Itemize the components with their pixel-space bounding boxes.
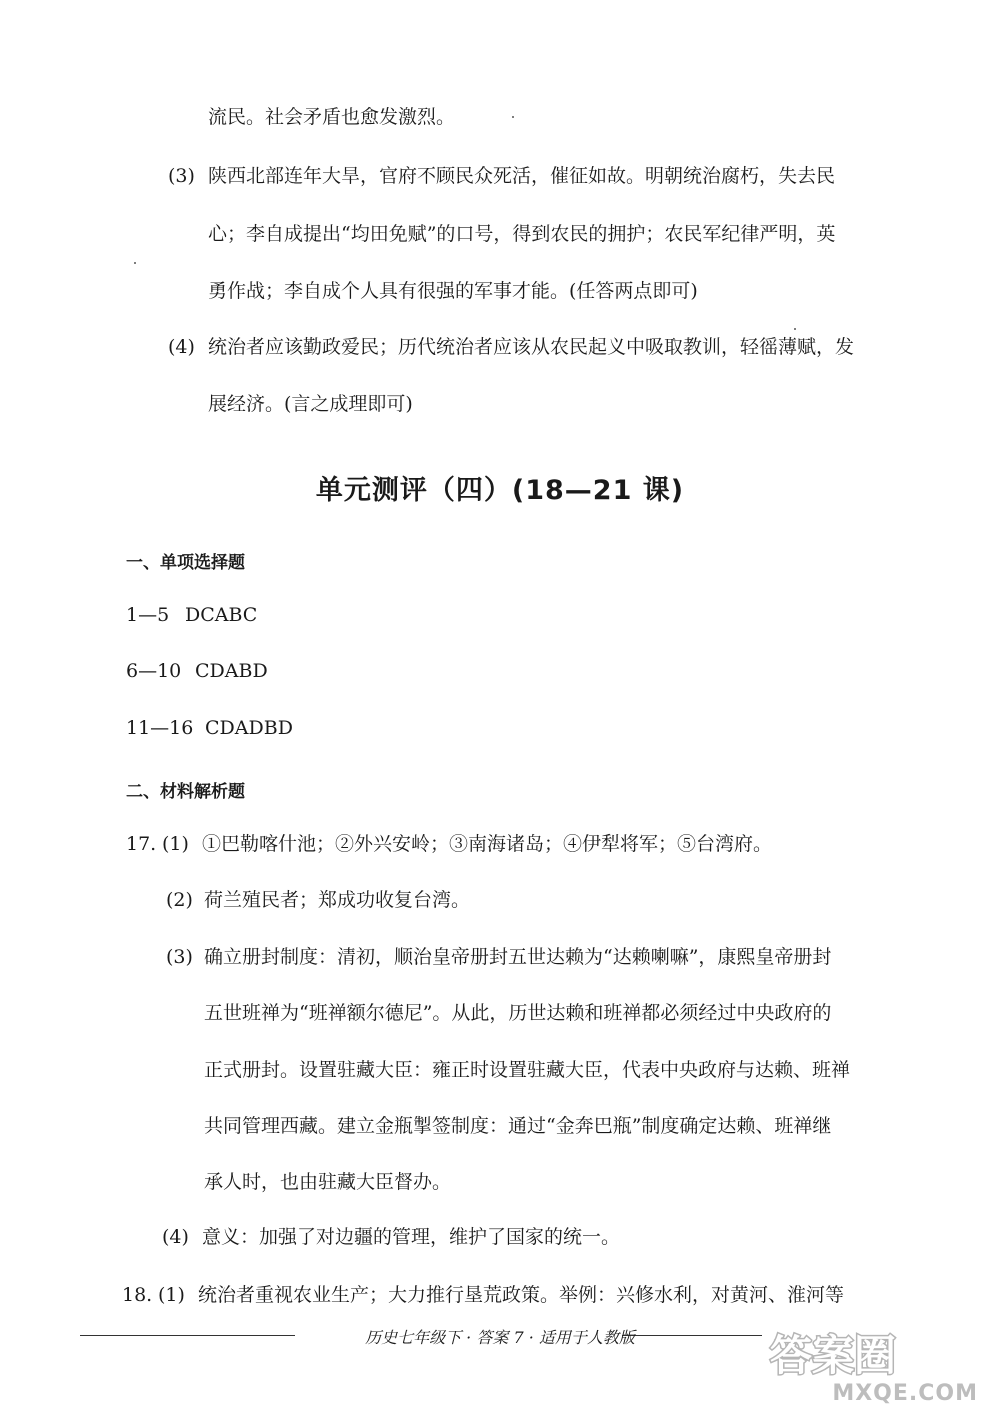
- page-title: 单元测评（四）(18—21 课): [315, 475, 685, 506]
- answer-key: DCABC: [185, 604, 258, 626]
- page-footer: 历史七年级下 · 答案 7 · 适用于人教版: [365, 1328, 635, 1347]
- section-heading: 二、材料解析题: [126, 782, 245, 802]
- answer-key: CDABD: [195, 660, 268, 682]
- answer-range: 6—10: [126, 660, 182, 682]
- question-number: (4): [168, 336, 195, 358]
- question-number: 18.: [122, 1284, 153, 1306]
- sub-question-number: (1): [158, 1284, 185, 1306]
- text-line: ①巴勒喀什池；②外兴安岭；③南海诸岛；④伊犁将军；⑤台湾府。: [202, 833, 773, 855]
- text-line: 荷兰殖民者；郑成功收复台湾。: [204, 889, 471, 911]
- text-line: 承人时，也由驻藏大臣督办。: [204, 1171, 452, 1193]
- text-line: 确立册封制度：清初，顺治皇帝册封五世达赖为“达赖喇嘛”，康熙皇帝册封: [204, 946, 832, 968]
- text-line: 统治者重视农业生产；大力推行垦荒政策。举例：兴修水利，对黄河、淮河等: [198, 1284, 845, 1306]
- text-line: 正式册封。设置驻藏大臣：雍正时设置驻藏大臣，代表中央政府与达赖、班禅: [204, 1059, 851, 1081]
- question-number: 17.: [126, 833, 157, 855]
- answer-key: CDADBD: [205, 717, 293, 739]
- question-number: (3): [168, 165, 195, 187]
- scan-speck: [794, 328, 796, 330]
- text-line: 流民。社会矛盾也愈发激烈。: [208, 106, 456, 128]
- text-line: 心；李自成提出“均田免赋”的口号，得到农民的拥护；农民军纪律严明，英: [208, 223, 836, 245]
- text-line: 五世班禅为“班禅额尔德尼”。从此，历世达赖和班禅都必须经过中央政府的: [204, 1002, 832, 1024]
- answer-range: 11—16: [126, 717, 194, 739]
- scan-speck: [512, 116, 514, 118]
- answer-range: 1—5: [126, 604, 170, 626]
- text-line: 展经济。(言之成理即可): [208, 393, 413, 415]
- scan-speck: [134, 262, 136, 264]
- section-heading: 一、单项选择题: [126, 553, 245, 573]
- watermark-url: MXQE.COM: [832, 1381, 978, 1406]
- watermark-logo-text: 答案圈: [770, 1331, 897, 1380]
- text-line: 陕西北部连年大旱，官府不顾民众死活，催征如故。明朝统治腐朽，失去民: [208, 165, 836, 187]
- sub-question-number: (4): [162, 1226, 189, 1248]
- text-line: 勇作战；李自成个人具有很强的军事才能。(任答两点即可): [208, 280, 698, 302]
- text-line: 共同管理西藏。建立金瓶掣签制度：通过“金奔巴瓶”制度确定达赖、班禅继: [204, 1115, 832, 1137]
- sub-question-number: (1): [162, 833, 189, 855]
- sub-question-number: (2): [166, 889, 193, 911]
- text-line: 意义：加强了对边疆的管理，维护了国家的统一。: [202, 1226, 621, 1248]
- text-line: 统治者应该勤政爱民；历代统治者应该从农民起义中吸取教训，轻徭薄赋，发: [208, 336, 855, 358]
- sub-question-number: (3): [166, 946, 193, 968]
